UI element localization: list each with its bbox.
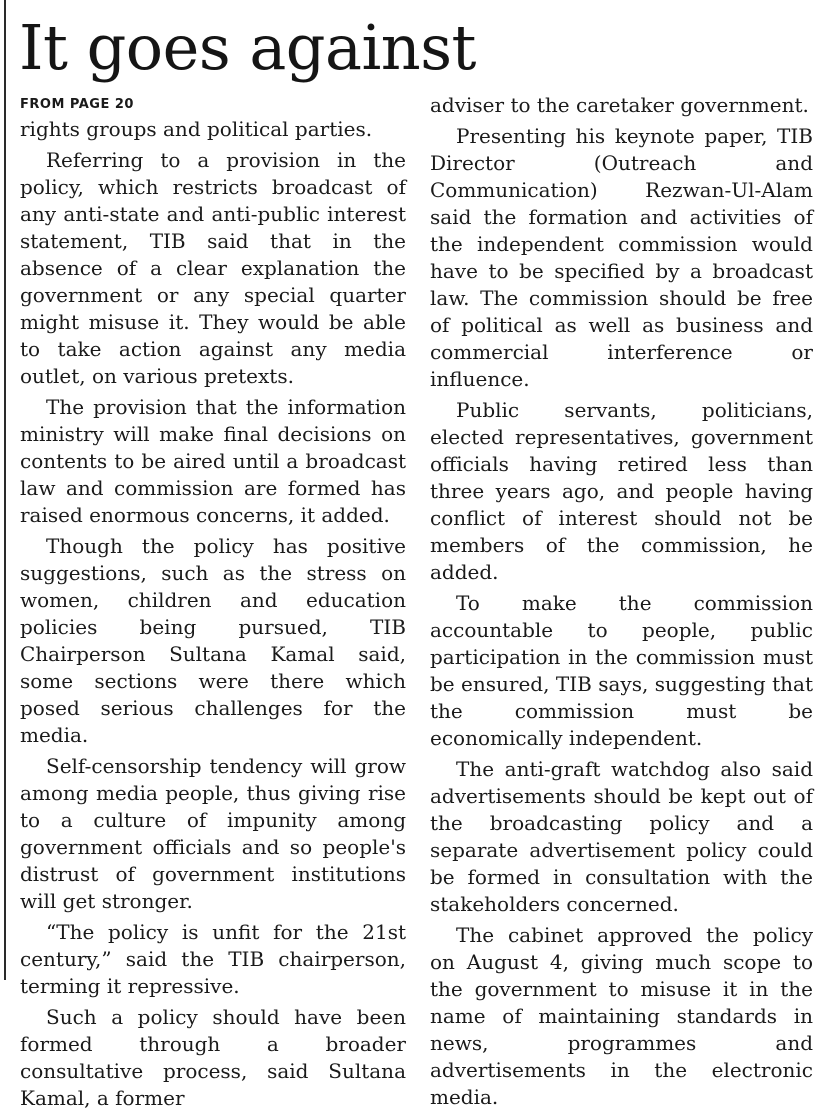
paragraph: Referring to a provision in the policy, which restricts broadcast of any anti-state and anti-public interest statement, TIB said that in the absence of a clear explanation the government or any special quarter might misuse it. They would be able to take action against any media outlet, on various pretexts. xyxy=(20,148,406,388)
paragraph: The provision that the information ministry will make final decisions on contents to be aired until a broadcast law and commission are formed has raised enormous concerns, it added. xyxy=(20,395,406,527)
paragraph: Public servants, politicians, elected representatives, government officials having retired less than three years ago, and people having conflict of interest should not be members of the commission, he added. xyxy=(430,398,813,584)
jump-label: FROM PAGE 20 xyxy=(20,97,134,112)
paragraph: “The policy is unfit for the 21st century,” said the TIB chairperson, terming it repressive. xyxy=(20,920,406,998)
paragraph: Presenting his keynote paper, TIB Director (Outreach and Communication) Rezwan-Ul-Alam said the formation and activities of the independent commission would have to be specified by a broadcast law. The commission should be free of political as well as business and commercial interference or influence. xyxy=(430,124,813,391)
left-column xyxy=(20,92,406,1116)
right-column xyxy=(430,92,813,1115)
paragraph: The cabinet approved the policy on August 4, giving much scope to the government to misuse it in the name of maintaining standards in news, programmes and advertisements in the electronic media. xyxy=(430,923,813,1109)
paragraph: Self-censorship tendency will grow among media people, thus giving rise to a culture of impunity among government officials and so people's distrust of government institutions will get stronger. xyxy=(20,754,406,913)
paragraph: The anti-graft watchdog also said advertisements should be kept out of the broadcasting policy and a separate advertisement policy could be formed in consultation with the stakeholders concerned. xyxy=(430,757,813,916)
headline: It goes against xyxy=(19,11,476,84)
paragraph: Such a policy should have been formed through a broader consultative process, said Sultana Kamal, a former xyxy=(20,1005,406,1110)
column-rule xyxy=(4,0,6,980)
paragraph: Though the policy has positive suggestions, such as the stress on women, children and education policies being pursued, TIB Chairperson Sultana Kamal said, some sections were there which posed serious challenges for the media. xyxy=(20,534,406,747)
paragraph: adviser to the caretaker government. xyxy=(430,93,809,117)
paragraph: rights groups and political parties. xyxy=(20,117,373,141)
paragraph: To make the commission accountable to people, public participation in the commission must be ensured, TIB says, suggesting that the commission must be economically independent. xyxy=(430,591,813,750)
